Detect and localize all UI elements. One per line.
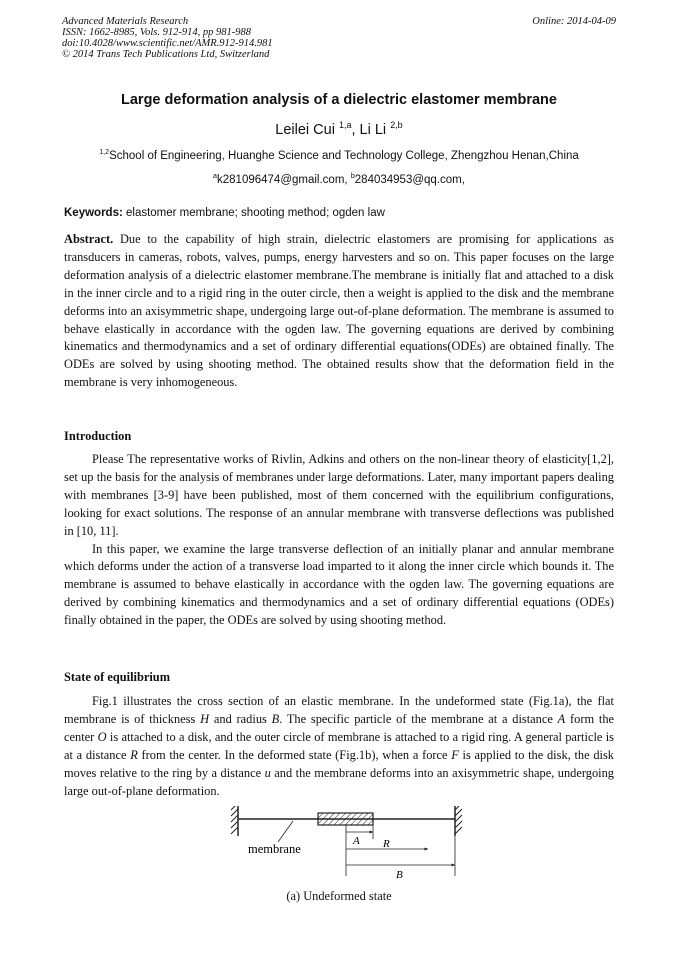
abstract (64, 231, 614, 392)
disk (318, 813, 373, 825)
label-B: B (396, 869, 403, 881)
email-b[interactable]: 284034953@qq.com, (354, 174, 465, 186)
var-B: B (271, 711, 280, 726)
membrane-label: membrane (248, 842, 301, 856)
keywords-label: Keywords: (64, 207, 123, 219)
intro-paragraph-1: Please The representative works of Rivlin, Adkins and others on the non-linear theory of elasticity[1,2], set up the basis for the analysis of membranes under large deformations. Later, many important papers dealing with membranes [3-9] have been published, most of them concerned with the equilibrium configurations, looking for exact solutions. The response of an annular membrane with transverse deflections was published in [10, 11]. (64, 452, 614, 538)
var-H: H (200, 711, 210, 726)
author-separator: , (351, 122, 356, 138)
label-A: A (353, 835, 360, 847)
online-date: Online: 2014-04-09 (532, 16, 616, 27)
email-a-sup: a (213, 172, 218, 181)
label-R: R (383, 838, 390, 850)
abstract-label: Abstract. (64, 232, 114, 246)
issn-line: ISSN: 1662-8985, Vols. 912-914, pp 981-988 (62, 27, 251, 38)
author-2-sup: 2,b (390, 120, 403, 131)
email-a[interactable]: k281096474@gmail.com, (217, 174, 348, 186)
journal-name: Advanced Materials Research (62, 16, 189, 27)
author-1-sup: 1,a (338, 120, 352, 131)
abstract-text: Due to the capability of high strain, dielectric elastomers are promising for applications as transducers in cameras, robots, valves, pumps, energy harvesters and so on. This paper focuses on the large deformation analysis of a dielectric elastomer membrane.The membrane is initially flat and attached to a disk in the inner circle and to a rigid ring in the outer circle, then a weight is applied to the disk and the membrane deforms into an axisymmetric shape, undergoing large out-of-plane deformation. The membrane is assumed to behave elastically in accordance with the ogden law. The governing equations are derived by combining kinematics and thermodynamics and a set of ordinary differential equations(ODEs) are obtained finally. The ODEs are solved by using shooting method. The obtained results show that the deformation field in the membrane is very inhomogeneous. (64, 232, 614, 390)
var-R: R (130, 747, 138, 762)
figure-undeformed (228, 806, 468, 886)
copyright-line: © 2014 Trans Tech Publications Ltd, Switzerland (62, 49, 270, 60)
right-wall (455, 806, 462, 836)
var-A: A (557, 711, 566, 726)
keywords (64, 207, 614, 219)
var-O: O (97, 729, 107, 744)
email-line (0, 174, 678, 186)
var-F: F (451, 747, 459, 762)
affiliation-sup: 1,2 (99, 148, 110, 157)
keywords-text: elastomer membrane; shooting method; ogden law (126, 207, 385, 219)
author-2: Li Li (359, 122, 387, 138)
intro-paragraph-2: In this paper, we examine the large transverse deflection of an initially planar and annular membrane which deforms under the action of a transverse load imparted to it along the inner circle which bounds it. The membrane is assumed to behave elastically in accordance with the ogden law. The governing equations are derived by combining kinematics and thermodynamics and a set of ordinary differential equations (ODEs) finally obtained in the paper, the ODEs are solved by using shooting method. (64, 541, 614, 628)
introduction-body (64, 451, 614, 630)
journal-header (62, 16, 273, 60)
email-b-sup: b (350, 172, 355, 181)
var-u: u (264, 765, 271, 780)
paper-title: Large deformation analysis of a dielectric elastomer membrane (121, 92, 557, 108)
doi-line: doi:10.4028/www.scientific.net/AMR.912-914.981 (62, 38, 273, 49)
state-heading: State of equilibrium (64, 670, 171, 684)
author-1: Leilei Cui (275, 122, 335, 138)
state-body (64, 693, 614, 800)
figure-caption: (a) Undeformed state (286, 889, 392, 903)
affiliation-text: School of Engineering, Huanghe Science and Technology College, Zhengzhou Henan,China (109, 150, 579, 162)
membrane-leader (278, 821, 293, 842)
introduction-heading: Introduction (64, 429, 132, 443)
left-wall (231, 806, 238, 836)
state-paragraph: Fig.1 illustrates the cross section of an elastic membrane. In the undeformed state (Fig.1a), the flat membrane is of thickness H and radius B. The specific particle of the membrane at a distance A form the center O is attached to a disk, and the outer circle of membrane is attached to a rigid ring. A general particle is at a distance R from the center. In the deformed state (Fig.1b), when a force F is applied to the disk, the disk moves relative to the ring by a distance u and the membrane deforms into an axisymmetric shape, undergoing large out-of-plane deformation. (64, 694, 615, 798)
affiliation (0, 150, 678, 162)
author-line (0, 122, 678, 138)
